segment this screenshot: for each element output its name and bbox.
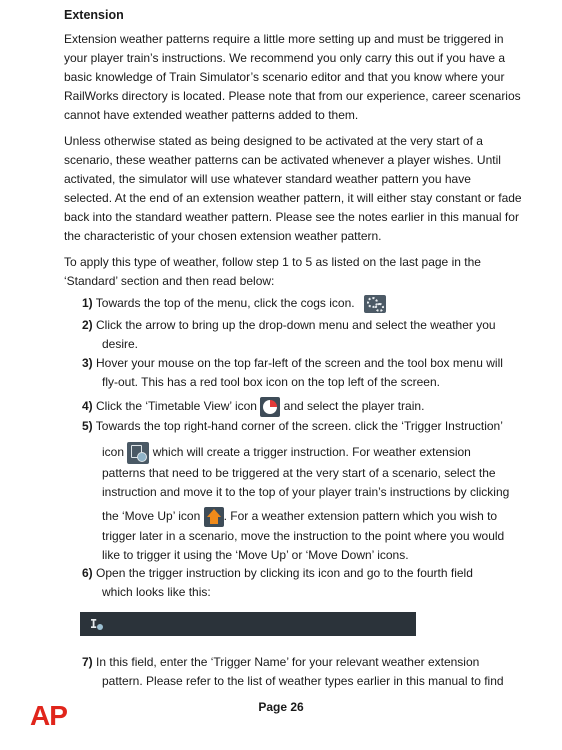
step-2: 2) Click the arrow to bring up the drop-down menu and select the weather you desire. bbox=[82, 318, 496, 351]
page-number: Page 26 bbox=[258, 700, 304, 714]
step-3: 3) Hover your mouse on the top far-left of the screen and the tool box menu will fly-out. This has a red tool box icon on the top left of the screen. bbox=[82, 356, 503, 389]
section-heading: Extension bbox=[64, 8, 124, 22]
ap-logo: AP bbox=[30, 700, 67, 731]
move-up-icon bbox=[204, 507, 224, 527]
step-6: 6) Open the trigger instruction by clicking its icon and go to the fourth field which looks like this: bbox=[82, 566, 473, 599]
paragraph-apply: To apply this type of weather, follow step 1 to 5 as listed on the last page in the ‘Standard’ section and then read below: bbox=[64, 255, 481, 288]
step-1: 1) Towards the top of the menu, click the cogs icon. bbox=[82, 294, 522, 313]
cogs-icon bbox=[364, 295, 386, 313]
trigger-gear-icon bbox=[97, 624, 103, 630]
trigger-field-glyph: I bbox=[90, 617, 98, 631]
paragraph-intro: Extension weather patterns require a little more setting up and must be triggered in your player train’s instructions. We recommend you only carry this out if you have a basic knowledge of Train Simulator’s scenario editor and that you know where your RailWorks directory is located. Please note that from our experience, career scenarios cannot have extended weather patterns added to them. bbox=[64, 32, 521, 122]
paragraph-activation: Unless otherwise stated as being designed to be activated at the very start of a scenario, these weather patterns can be activated whenever a player wishes. Until activated, the simulator will use whatever standard weather pattern you have selected. At the end of an extension weather pattern, it will either stay constant or fade back into the standard weather pattern. Please see the notes earlier in this manual for the characteristic of your chosen extension weather pattern. bbox=[64, 134, 522, 243]
step-5: 5) Towards the top right-hand corner of the screen. click the ‘Trigger Instruction’ icon which will create a trigger instruction. For weather extension patterns that need to be triggered at the very start of a scenario, select the instruction and move it to the top of your player train’s instructions by clicking the ‘Move Up’ icon . For a weather extension pattern which you wish to trigger later in a scenario, move the instruction to the point where you would like to trigger it using the ‘Move Up’ or ‘Move Down’ icons. bbox=[82, 419, 510, 562]
timetable-view-icon bbox=[260, 397, 280, 417]
trigger-field-example bbox=[80, 612, 416, 636]
step-4: 4) Click the ‘Timetable View’ icon and select the player train. bbox=[82, 397, 522, 417]
trigger-instruction-icon bbox=[127, 442, 149, 464]
step-7: 7) In this field, enter the ‘Trigger Name’ for your relevant weather extension pattern. Please refer to the list of weather types earlier in this manual to find bbox=[82, 655, 504, 688]
